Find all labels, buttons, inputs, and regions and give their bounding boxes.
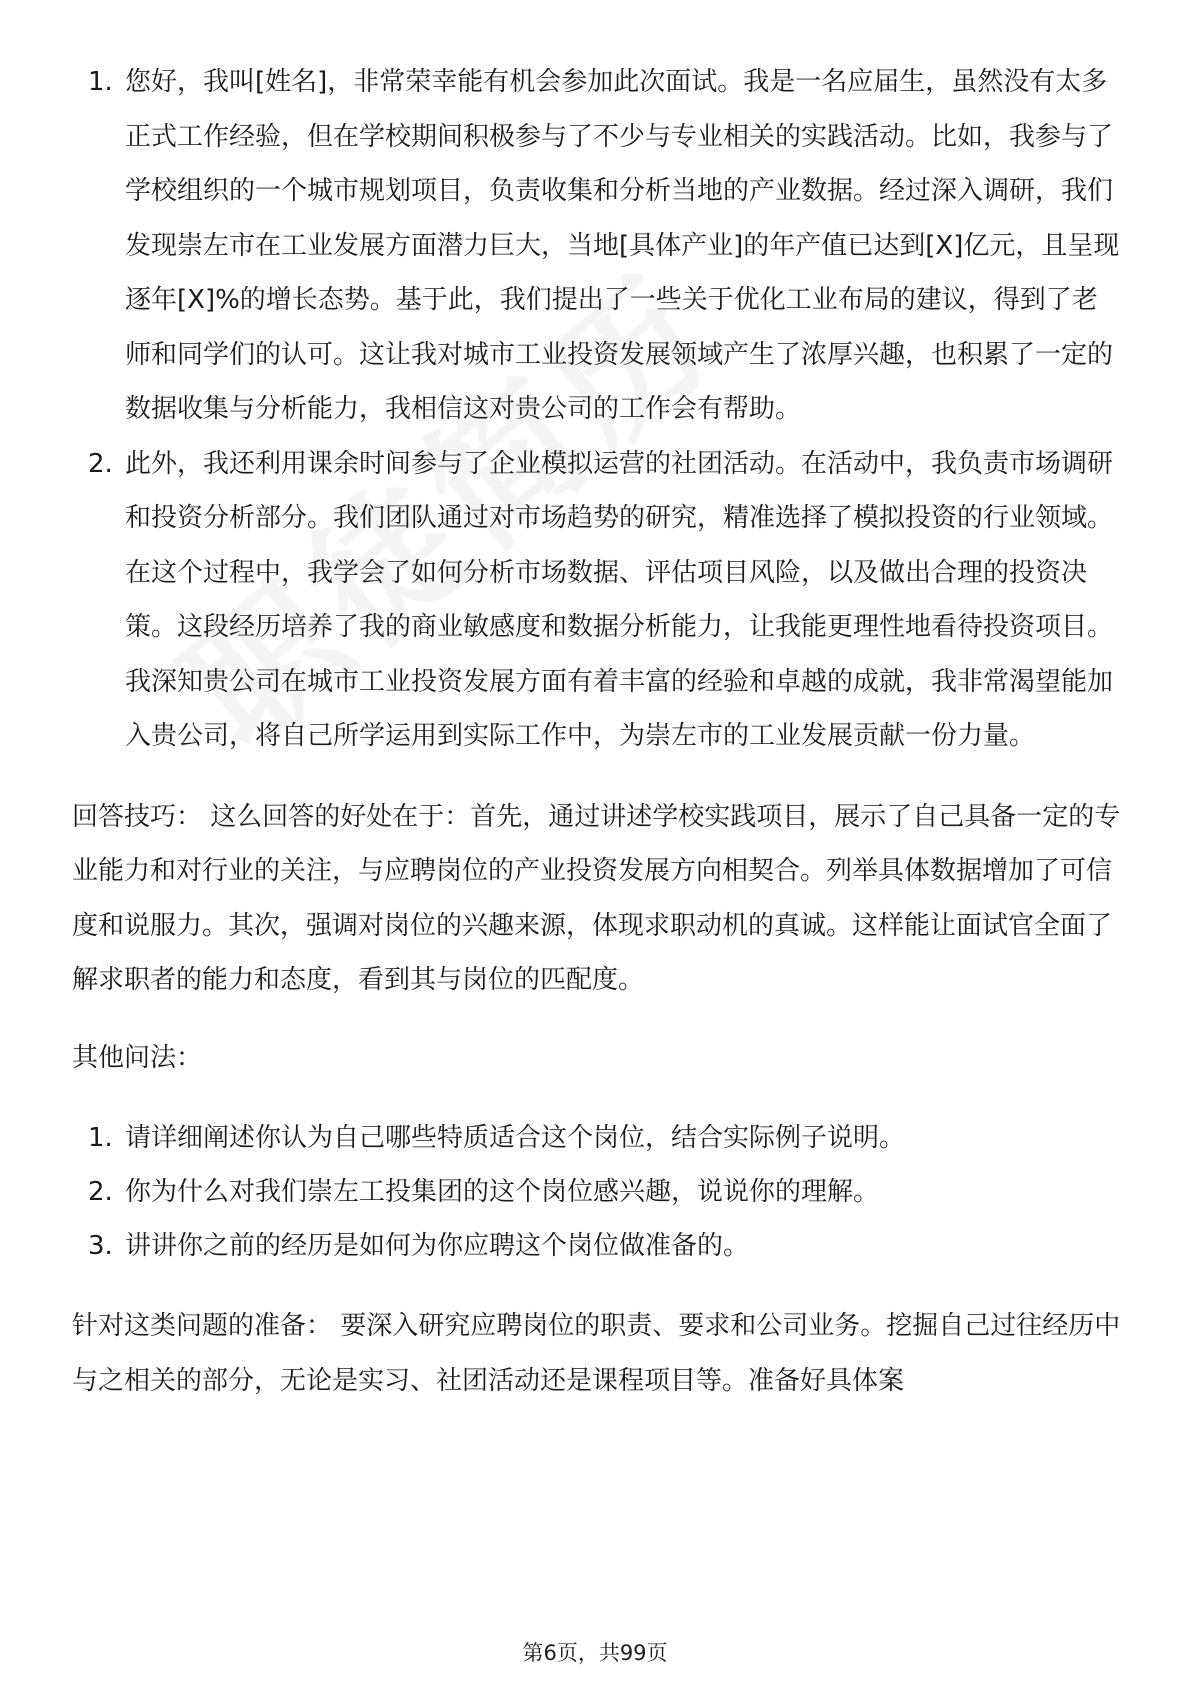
question-text: 请详细阐述你认为自己哪些特质适合这个岗位，结合实际例子说明。 <box>125 1123 906 1153</box>
page-content <box>72 55 1122 1408</box>
list-item <box>72 1219 1122 1273</box>
answer-item <box>72 55 1122 437</box>
other-questions-title: 其他问法： <box>72 1042 203 1073</box>
list-number: 3. <box>88 1231 113 1261</box>
question-text: 你为什么对我们崇左工投集团的这个岗位感兴趣，说说你的理解。 <box>125 1177 880 1207</box>
list-number: 1. <box>88 1123 113 1153</box>
list-number: 1. <box>88 67 113 97</box>
question-text: 讲讲你之前的经历是如何为你应聘这个岗位做准备的。 <box>125 1231 750 1261</box>
list-item <box>72 1111 1122 1165</box>
list-item <box>72 1165 1122 1219</box>
list-number: 2. <box>88 1177 113 1207</box>
answer-text: 此外，我还利用课余时间参与了企业模拟运营的社团活动。在活动中，我负责市场调研和投资分析部分。我们团队通过对市场趋势的研究，精准选择了模拟投资的行业领域。在这个过程中，我学会了如何分析市场数据、评估项目风险，以及做出合理的投资决策。这段经历培养了我的商业敏感度和数据分析能力，让我能更理性地看待投资项目。我深知贵公司在城市工业投资发展方面有着丰富的经验和卓越的成就，我非常渴望能加入贵公司，将自己所学运用到实际工作中，为崇左市的工业发展贡献一份力量。 <box>125 448 1114 751</box>
answer-text: 您好，我叫[姓名]，非常荣幸能有机会参加此次面试。我是一名应届生，虽然没有太多正式工作经验，但在学校期间积极参与了不少与专业相关的实践活动。比如，我参与了学校组织的一个城市规划项目，负责收集和分析当地的产业数据。经过深入调研，我们发现崇左市在工业发展方面潜力巨大，当地[具体产业]的年产值已达到[X]亿元，且呈现逐年[X]%的增长态势。基于此，我们提出了一些关于优化工业布局的建议，得到了老师和同学们的认可。这让我对城市工业投资发展领域产生了浓厚兴趣，也积累了一定的数据收集与分析能力，我相信这对贵公司的工作会有帮助。 <box>125 67 1120 424</box>
answer-item <box>72 437 1122 764</box>
other-questions-list <box>72 1111 1122 1273</box>
preparation-paragraph: 针对这类问题的准备： 要深入研究应聘岗位的职责、要求和公司业务。挖掘自己过往经历中与之相关的部分，无论是实习、社团活动还是课程项目等。准备好具体案 <box>72 1311 1121 1396</box>
answer-list <box>72 55 1122 764</box>
answer-tips-paragraph: 回答技巧： 这么回答的好处在于：首先，通过讲述学校实践项目，展示了自己具备一定的专业能力和对行业的关注，与应聘岗位的产业投资发展方向相契合。列举具体数据增加了可信度和说服力。其次，强调对岗位的兴趣来源，体现求职动机的真诚。这样能让面试官全面了解求职者的能力和态度，看到其与岗位的匹配度。 <box>72 801 1121 995</box>
page-number-footer: 第6页，共99页 <box>522 1641 668 1665</box>
list-number: 2. <box>88 448 113 479</box>
